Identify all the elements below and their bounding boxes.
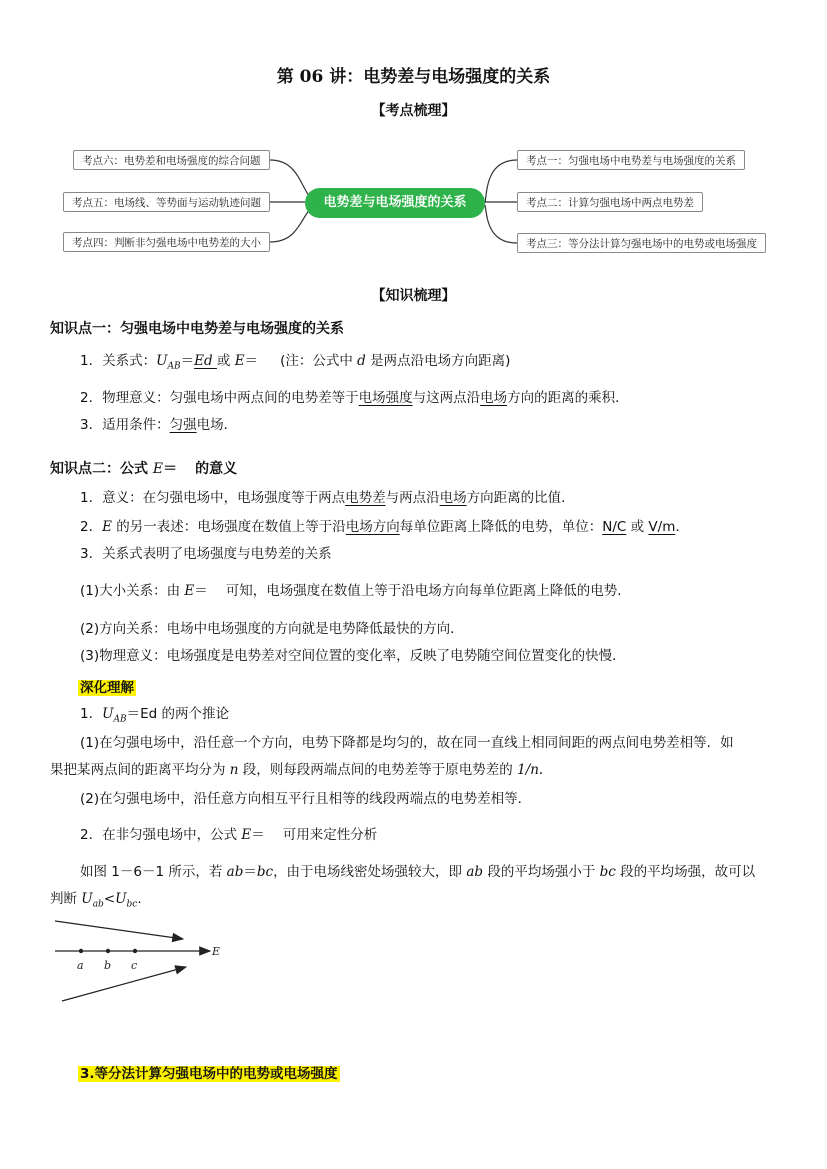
symbol-u: U [102, 706, 114, 722]
text: 每单位距离上降低的电势，单位： [399, 519, 603, 535]
underlined-answer: 电势差 [345, 490, 386, 506]
text: 2．物理意义：匀强电场中两点间的电势差等于 [80, 390, 359, 406]
symbol-d: d [357, 353, 366, 369]
mindmap-node-kaodian2: 考点二：计算匀强电场中两点电势差 [517, 192, 703, 212]
text: 电场． [196, 417, 238, 433]
text: ＝ [244, 353, 259, 369]
underlined-answer: 电场强度 [358, 390, 413, 406]
section-zhishi-heading: 【知识梳理】 [371, 288, 456, 304]
text: (注：公式中 [280, 353, 358, 369]
mindmap-node-kaodian3: 考点三：等分法计算匀强电场中的电势或电场强度 [517, 233, 766, 253]
connector-right-bottom [485, 205, 517, 243]
point-a-label: a [77, 959, 84, 972]
mindmap-center-node: 电势差与电场强度的关系 [305, 188, 485, 218]
subscript: bc [126, 899, 138, 910]
kp2-point3: (3)物理意义：电场强度是电势差对空间位置的变化率，反映了电势随空间位置变化的快慢． [80, 648, 626, 664]
symbol: ab [226, 864, 244, 880]
underlined-answer: 电场 [439, 490, 467, 506]
text: 判断 [50, 891, 82, 907]
text: 方向距离的比值． [466, 490, 575, 506]
highlight-label: 3.等分法计算匀强电场中的电势或电场强度 [80, 1066, 338, 1082]
symbol: bc [256, 864, 274, 880]
axis-e-label: E [212, 945, 221, 958]
field-line-top [55, 921, 183, 939]
point-a-dot [79, 949, 83, 953]
symbol-e: E [234, 353, 245, 369]
symbol-e: E [102, 519, 112, 535]
underlined-answer: N/C [602, 519, 627, 535]
underlined-answer: Ed [194, 353, 217, 369]
text: 的另一表述：电场强度在数值上等于沿 [111, 519, 346, 535]
subscript: ab [92, 899, 104, 910]
mindmap-node-kaodian1: 考点一：匀强电场中电势差与电场强度的关系 [517, 150, 745, 170]
symbol-u: U [81, 891, 93, 907]
symbol: bc [599, 864, 616, 880]
deep-point2: (2)在匀强电场中，沿任意方向相互平行且相等的线段两端点的电势差相等． [80, 791, 532, 807]
text: 可用来定性分析 [282, 827, 378, 843]
kp2-heading [50, 458, 237, 478]
symbol-u: U [115, 891, 127, 907]
point-b-label: b [104, 959, 112, 972]
field-line-bottom [62, 967, 186, 1001]
text: 的意义 [195, 461, 238, 477]
text: ＝ [251, 827, 265, 843]
kp2-line2 [80, 518, 680, 536]
connector-right-top [485, 160, 517, 203]
figure-description-b [50, 890, 142, 914]
text: ＝Ed 的两个推论 [126, 706, 229, 722]
text: 与这两点沿 [412, 390, 481, 406]
fraction: 1/n. [517, 762, 544, 778]
figure-description-a [80, 863, 755, 881]
underlined-answer: V/m [648, 519, 676, 535]
text: ＝ [194, 583, 208, 599]
text: 段的平均场强，故可以 [615, 864, 756, 880]
symbol-u: U [156, 353, 168, 369]
page-title: 第 06 讲：电势差与电场强度的关系 [276, 67, 551, 87]
text: 2． [80, 519, 103, 535]
text: 可知，电场强度在数值上等于沿电场方向每单位距离上降低的电势． [225, 583, 631, 599]
kp2-point1 [80, 582, 631, 600]
text: 果把某两点间的距离平均分为 [50, 762, 230, 778]
kp2-line1 [80, 489, 575, 507]
point-c-dot [133, 949, 137, 953]
text: < [103, 891, 116, 907]
symbol-e: E [184, 583, 195, 599]
kp1-heading: 知识点一：匀强电场中电势差与电场强度的关系 [50, 321, 344, 337]
subscript: AB [167, 361, 181, 372]
underlined-answer: 匀强 [169, 417, 197, 433]
kp2-line3: 3．关系式表明了电场强度与电势差的关系 [80, 546, 332, 562]
symbol-n: n [229, 762, 239, 778]
mindmap-node-kaodian5: 考点五：电场线、等势面与运动轨迹问题 [63, 192, 270, 212]
text: ＝ [180, 353, 195, 369]
underlined-answer: 电场 [480, 390, 508, 406]
subscript: AB [113, 714, 127, 725]
text: 3．适用条件： [80, 417, 170, 433]
section-kaodian-heading: 【考点梳理】 [371, 103, 456, 119]
text: 如图 1－6－1 所示，若 [80, 864, 227, 880]
text: 1．意义：在匀强电场中，电场强度等于两点 [80, 490, 346, 506]
text: ＝ [243, 864, 257, 880]
deep-understanding-label [78, 676, 136, 696]
text: 2．在非匀强电场中，公式 [80, 827, 242, 843]
deep-point1-a: (1)在匀强电场中，沿任意一个方向，电势下降都是均匀的，故在同一直线上相同间距的两点间电势差相等．如 [80, 735, 734, 751]
text: 方向的距离的乘积． [507, 390, 629, 406]
text: . [675, 519, 680, 535]
text: 与两点沿 [385, 490, 440, 506]
mindmap-node-kaodian6: 考点六：电势差和电场强度的综合问题 [73, 150, 270, 170]
point-b-dot [106, 949, 110, 953]
kp1-line1 [80, 352, 510, 376]
text: 或 [626, 519, 649, 535]
text: ，由于电场线密处场强较大，即 [273, 864, 467, 880]
symbol: ab [466, 864, 484, 880]
text: . [137, 891, 142, 907]
kp2-point2: (2)方向关系：电场中电场强度的方向就是电势降低最快的方向． [80, 621, 464, 637]
mindmap-node-kaodian4: 考点四：判断非匀强电场中电势差的大小 [63, 232, 270, 252]
deep-line1 [80, 705, 229, 729]
text: 段的平均场强小于 [483, 864, 600, 880]
symbol-e: E [241, 827, 252, 843]
deep-line2 [80, 826, 377, 844]
text: 知识点二：公式 [50, 461, 153, 477]
text: 1． [80, 706, 103, 722]
highlight-label: 深化理解 [80, 680, 134, 696]
text: 段，则每段两端点间的电势差等于原电势差的 [238, 762, 518, 778]
symbol-e: E [152, 461, 164, 477]
underlined-answer: 电场方向 [345, 519, 400, 535]
point-c-label: c [131, 959, 138, 972]
text: ＝ [163, 461, 178, 477]
text: 1．关系式： [80, 353, 157, 369]
kp1-line3 [80, 416, 237, 434]
kp1-line2 [80, 389, 629, 407]
kp3-heading [78, 1062, 340, 1082]
text: 或 [216, 353, 235, 369]
text: (1)大小关系：由 [80, 583, 185, 599]
text: 是两点沿电场方向距离) [365, 353, 511, 369]
deep-point1-b [50, 761, 543, 779]
